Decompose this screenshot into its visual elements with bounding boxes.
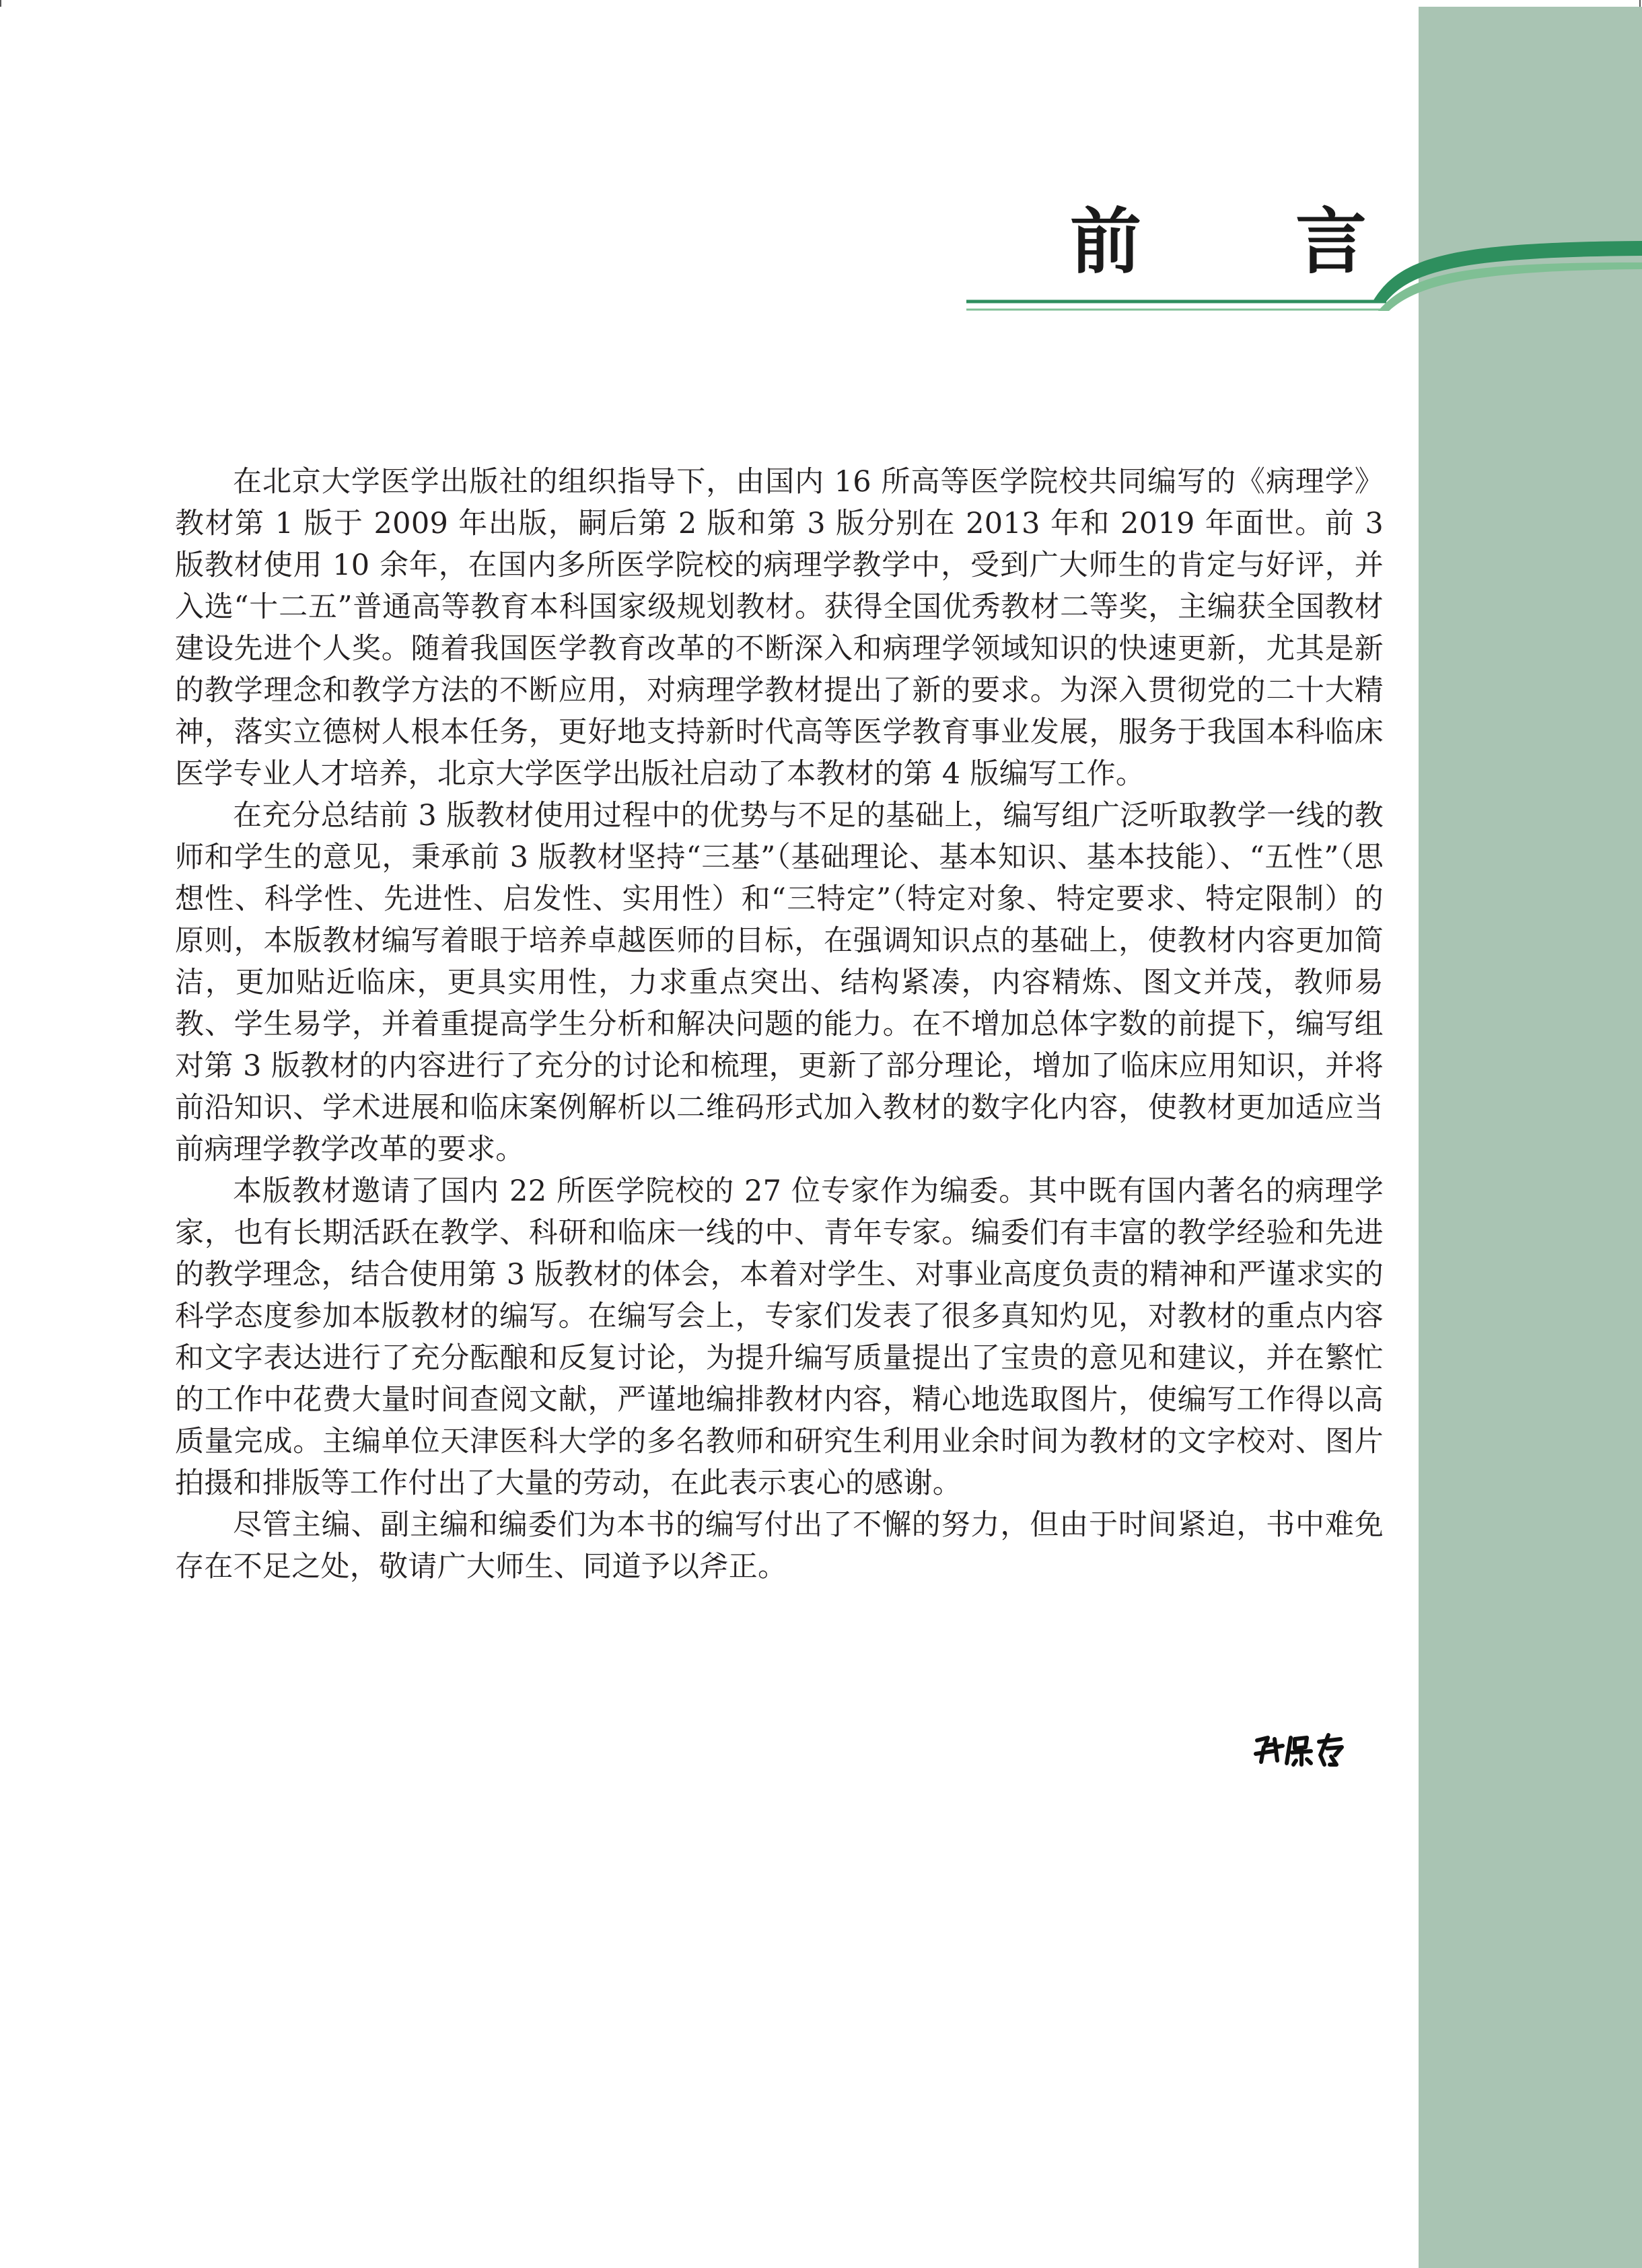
side-color-band bbox=[1419, 7, 1642, 2268]
title-char-2: 言 bbox=[1295, 201, 1367, 283]
crop-mark-right bbox=[1639, 0, 1641, 7]
handwritten-signature bbox=[1253, 1731, 1347, 1769]
paragraph-3: 本版教材邀请了国内 22 所医学院校的 27 位专家作为编委。其中既有国内著名的病理学家，也有长期活跃在教学、科研和临床一线的中、青年专家。编委们有丰富的教学经验和先进的教学理念，结合使用第 3 版教材的体会，本着对学生、对事业高度负责的精神和严谨求实的科学态度参加本版教材的编写。在编写会上，专家们发表了很多真知灼见，对教材的重点内容和文字表达进行了充分酝酿和反复讨论，为提升编写质量提出了宝贵的意见和建议，并在繁忙的工作中花费大量时间查阅文献，严谨地编排教材内容，精心地选取图片，使编写工作得以高质量完成。主编单位天津医科大学的多名教师和研究生利用业余时间为教材的文字校对、图片拍摄和排版等工作付出了大量的劳动，在此表示衷心的感谢。 bbox=[175, 1174, 1384, 1500]
paragraph-1: 在北京大学医学出版社的组织指导下，由国内 16 所高等医学院校共同编写的《病理学》教材第 1 版于 2009 年出版，嗣后第 2 版和第 3 版分别在 2013 年和 2019 年面世。前 3 版教材使用 10 余年，在国内多所医学院校的病理学教学中，受到广大师生的肯定与好评，并入选“十二五”普通高等教育本科国家级规划教材。获得全国优秀教材二等奖，主编获全国教材建设先进个人奖。随着我国医学教育改革的不断深入和病理学领域知识的快速更新，尤其是新的教学理念和教学方法的不断应用，对病理学教材提出了新的要求。为深入贯彻党的二十大精神，落实立德树人根本任务，更好地支持新时代高等医学教育事业发展，服务于我国本科临床医学专业人才培养，北京大学医学出版社启动了本教材的第 4 版编写工作。 bbox=[175, 465, 1384, 791]
crop-mark-left bbox=[0, 0, 1, 7]
page-title bbox=[1070, 202, 1386, 283]
title-swoosh-decoration bbox=[0, 229, 1642, 316]
paragraph-2: 在充分总结前 3 版教材使用过程中的优势与不足的基础上，编写组广泛听取教学一线的教师和学生的意见，秉承前 3 版教材坚持“三基”（基础理论、基本知识、基本技能）、“五性”（思想性、科学性、先进性、启发性、实用性）和“三特定”（特定对象、特定要求、特定限制）的原则，本版教材编写着眼于培养卓越医师的目标，在强调知识点的基础上，使教材内容更加简洁，更加贴近临床，更具实用性，力求重点突出、结构紧凑，内容精炼、图文并茂，教师易教、学生易学，并着重提高学生分析和解决问题的能力。在不增加总体字数的前提下，编写组对第 3 版教材的内容进行了充分的讨论和梳理，更新了部分理论，增加了临床应用知识，并将前沿知识、学术进展和临床案例解析以二维码形式加入教材的数字化内容，使教材更加适应当前病理学教学改革的要求。 bbox=[175, 799, 1384, 1166]
paragraph-4: 尽管主编、副主编和编委们为本书的编写付出了不懈的努力，但由于时间紧迫，书中难免存在不足之处，敬请广大师生、同道予以斧正。 bbox=[175, 1508, 1384, 1584]
title-char-1: 前 bbox=[1070, 201, 1141, 283]
preface-body bbox=[175, 461, 1384, 1588]
